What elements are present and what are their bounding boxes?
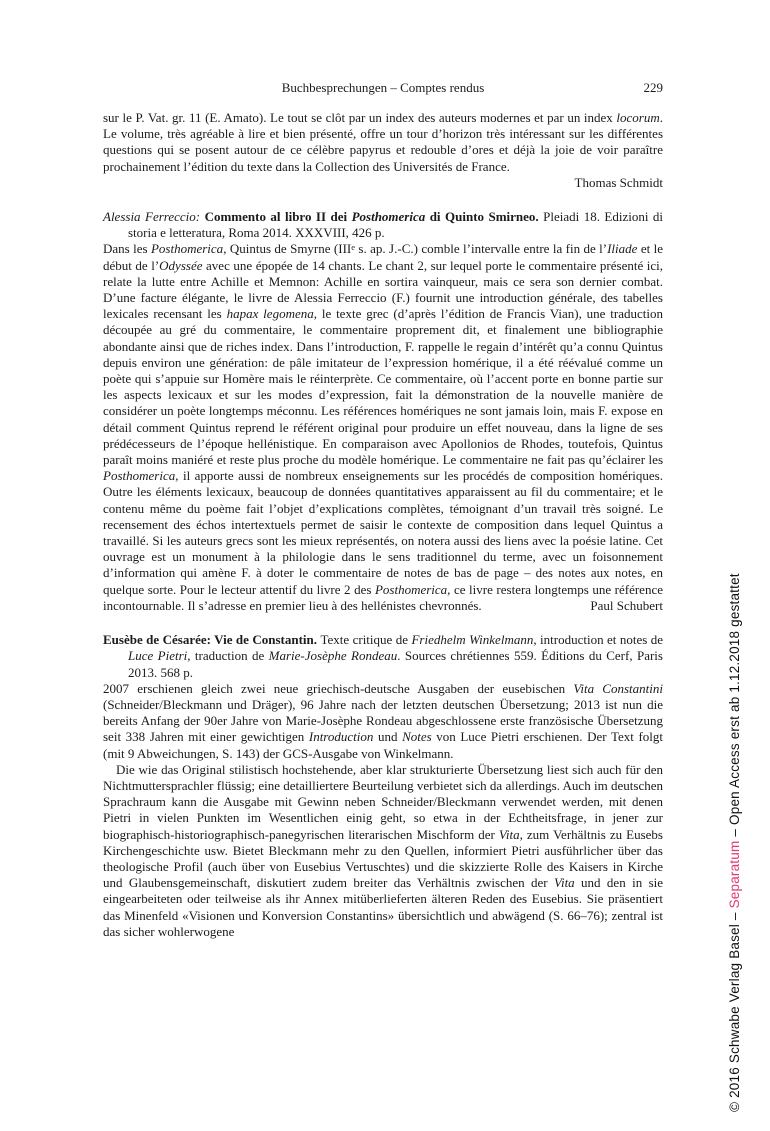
reviewer-signature-schubert: Paul Schubert xyxy=(590,597,663,613)
review-body-ferreccio: Dans les Posthomerica, Quintus de Smyrne (IIIe s. ap. J.-C.) comble l’intervalle entre la fin de l’Iliade et le début de l’Odyssée avec une épopée de 14 chants. Le chant 2, sur lequel porte le commentaire présenté ici, relate la lutte entre Achille et Memnon: Achille en sortira vainqueur, mais ce sera son dernier combat. D’une facture élégante, le livre de Alessia Ferreccio (F.) fournit une introduction générale, des tabelles lexicales recensant les hapax legomena, le texte grec (d’après l’édition de Francis Vian), une traduction découpée au gré du commentaire, le commentaire proprement dit, et finalement une bibliographie abondante ainsi que de riches index. Dans l’introduction, F. rappelle le regain d’intérêt qu’a connu Quintus depuis environ une génération: de pâle imitateur de l’expression homérique, il a été réévalué comme un poète qui s’appuie sur Homère mais le réinterprète. Ce commentaire, où l’accent porte en bonne partie sur les aspects lexicaux et sur les modes d’expression, fait la démonstration de la nouvelle manière de considérer un poète longtemps méconnu. Les références homériques ne sont jamais loin, mais F. expose en détail comment Quintus reprend le référent original pour produire un effet nouveau, dans la ligne de ses prédécesseurs de l’époque hellénistique. En comparaison avec Apollonios de Rhodes, toutefois, Quintus paraît moins maniéré et reste plus proche du modèle homérique. Le commentaire ne fait pas qu’éclairer les Posthomerica, il apporte aussi de nombreux enseignements sur les procédés de composition homériques. Outre les éléments lexicaux, beaucoup de données quantitatives apparaissent au fil du commentaire; et le contenu même du poème fait l’objet d’explications complètes, témoignant d’un travail très soigné. Le recensement des échos intertextuels permet de saisir le contexte de composition dans lequel Quintus a travaillé. Si les auteurs grecs sont les mieux représentés, on notera aussi des liens avec la poésie latine. Cet ouvrage est un monument à la philologie dans le sens traditionnel du terme, avec un foisonnement d’information qui amène F. à doter le commentaire de notes de bas de page – des notes aux notes, en quelque sorte. Pour le lecteur attentif du livre 2 des Posthomerica, ce livre restera longtemps une référence incontournable. Il s’adresse en premier lieu à des hellénistes chevronnés. xyxy=(103,241,664,613)
running-head-title: Buchbesprechungen – Comptes rendus xyxy=(281,80,485,95)
review-heading-ferreccio: Alessia Ferreccio: Commento al libro II dei Posthomerica di Quinto Smirneo. Pleiadi 18. Edizioni di storia e letteratura, Roma 2014. XXXVIII, 426 p. xyxy=(103,209,664,241)
review-continuation-paragraph: sur le P. Vat. gr. 11 (E. Amato). Le tout se clôt par un index des auteurs modernes et par un index locorum. Le volume, très agréable à lire et bien présenté, offre un tour d’horizon très intéressant sur les différentes questions qui se posent autour de ce célèbre papyrus et redouble d’ores et déjà la joie de voir paraître prochainement l’édition du texte dans la Collection des Universités de France. xyxy=(103,110,663,174)
running-head xyxy=(103,80,663,96)
review-heading-eusebe: Eusèbe de Césarée: Vie de Constantin. Texte critique de Friedhelm Winkelmann, introduction et notes de Luce Pietri, traduction de Marie-Josèphe Rondeau. Sources chrétiennes 559. Éditions du Cerf, Paris 2013. 568 p. xyxy=(103,632,664,680)
text-column xyxy=(103,80,663,940)
reviewer-signature-schmidt: Thomas Schmidt xyxy=(574,174,663,190)
page-number: 229 xyxy=(643,80,663,95)
review-body-eusebe-paragraph-1: 2007 erschienen gleich zwei neue griechisch-deutsche Ausgaben der eusebischen Vita Constantini (Schneider/Bleckmann und Dräger), 96 Jahre nach der letzten deutschen Übersetzung; 2013 ist nun die bereits Anfang der 90er Jahre von Marie-Josèphe Rondeau abgeschlossene erste französische Übersetzung seit 338 Jahren mit einer gewichtigen Introduction und Notes von Luce Pietri erschienen. Der Text folgt (mit 9 Abweichungen, S. 143) der GCS-Ausgabe von Winkelmann. xyxy=(103,680,663,761)
review-body-eusebe-paragraph-2: Die wie das Original stilistisch hochstehende, aber klar strukturierte Übersetzung liest sich auch für den Nichtmuttersprachler flüssig; eine detailliertere Beurteilung verbietet sich da allerdings. Auch im deutschen Sprachraum kann die Ausgabe mit Gewinn neben Schneider/Bleckmann verwendet werden, mit denen Pietri in vielen Punkten im Wesentlichen einig geht, so etwa in der Echtheitsfrage, in jener zur biographisch-historiographisch-panegyrischen literarischen Mischform der Vita, zum Verhältnis zu Eusebs Kirchengeschichte usw. Bietet Bleckmann mehr zu den Quellen, informiert Pietri ausführlicher über das theologische Profil (auch über von Eusebius Vertuschtes) und die skizzierte Rolle des Kaisers in Kirche und Glaubensgemeinschaft, diskutiert zudem breiter das Verhältnis zwischen der Vita und den in sie eingearbeiteten oder teilweise als ihr Annex mitüberlieferten älteren Reden des Eusebius. Sie präsentiert das Minenfeld «Visionen und Konversion Constantins» übersichtlich und abwägend (S. 66–76); zentral ist das sicher wohlerwogene xyxy=(103,761,664,939)
copyright-separatum-note: © 2016 Schwabe Verlag Basel – Separatum – Open Access erst ab 1.12.2018 gestattet xyxy=(727,573,742,1112)
